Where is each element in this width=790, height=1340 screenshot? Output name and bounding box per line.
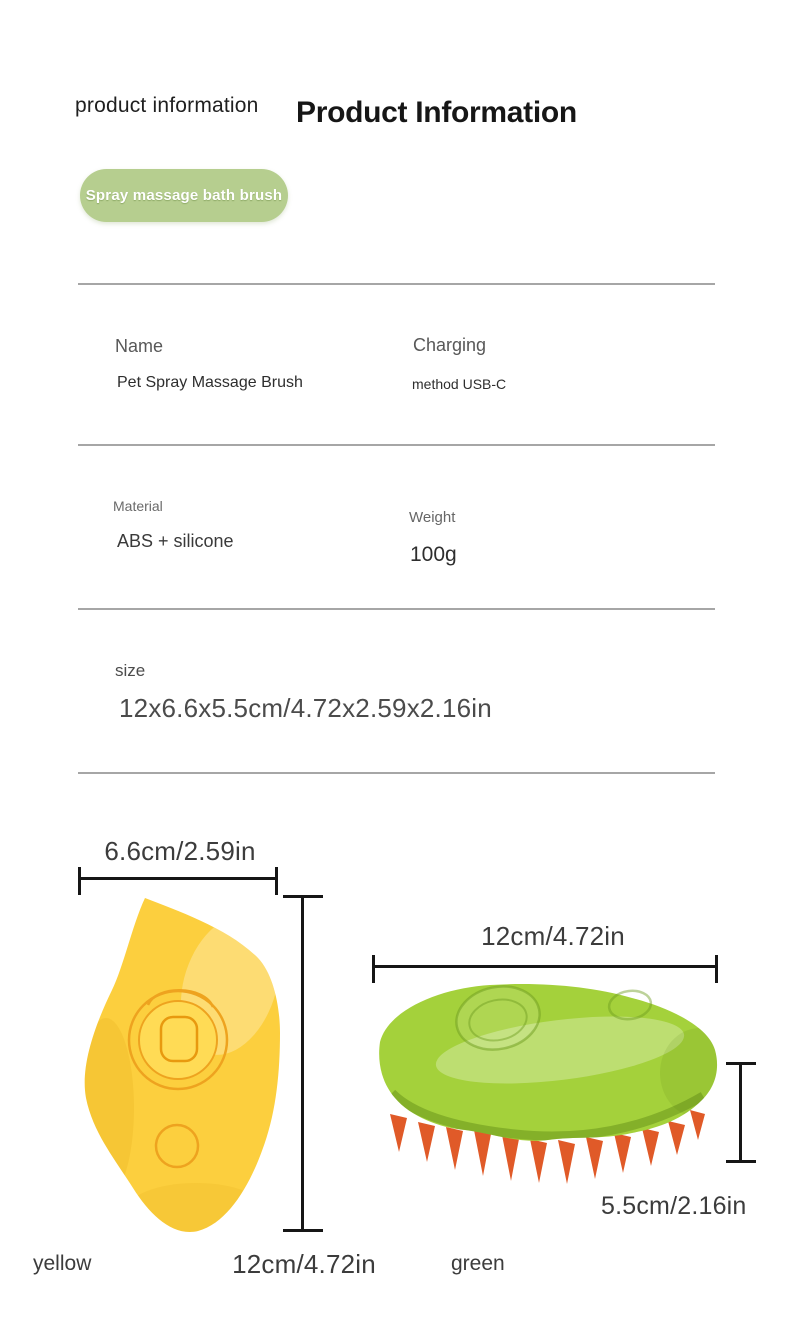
spec-name-label: Name	[115, 336, 164, 356]
spec-size-label: size	[115, 661, 146, 680]
dimension-tick	[283, 895, 323, 898]
green-width-dimension-line	[372, 965, 718, 968]
dimension-tick	[78, 867, 81, 895]
spec-size-value: 12x6.6x5.5cm/4.72x2.59x2.16in	[119, 693, 492, 723]
spec-material-value: ABS + silicone	[117, 531, 234, 551]
spec-weight-value: 100g	[410, 543, 457, 566]
spec-weight-label: Weight	[409, 509, 456, 526]
dimension-tick	[726, 1160, 756, 1163]
divider-1	[78, 283, 715, 285]
yellow-width-label: 6.6cm/2.59in	[104, 836, 256, 866]
divider-2	[78, 444, 715, 446]
yellow-height-dimension-line	[301, 895, 304, 1232]
green-height-dimension-line	[739, 1062, 742, 1163]
page-title: Product Information	[296, 96, 577, 129]
product-badge-label: Spray massage bath brush	[85, 187, 283, 204]
dimension-tick	[283, 1229, 323, 1232]
yellow-brush-image	[78, 893, 284, 1238]
spec-charging-label: Charging	[413, 335, 487, 355]
yellow-width-dimension-line	[78, 877, 278, 880]
spec-name-value: Pet Spray Massage Brush	[117, 374, 303, 391]
spec-charging-value: method USB-C	[412, 376, 507, 392]
product-badge	[80, 169, 288, 222]
yellow-height-label: 12cm/4.72in	[232, 1249, 376, 1279]
green-height-label: 5.5cm/2.16in	[601, 1192, 747, 1220]
divider-3	[78, 608, 715, 610]
yellow-color-label: yellow	[33, 1252, 92, 1275]
green-color-label: green	[451, 1252, 505, 1275]
divider-4	[78, 772, 715, 774]
green-width-label: 12cm/4.72in	[481, 921, 625, 951]
dimension-tick	[726, 1062, 756, 1065]
page-subtitle: product information	[75, 94, 259, 117]
spec-material-label: Material	[113, 498, 163, 514]
green-brush-image	[370, 978, 724, 1188]
spray-button	[139, 1001, 217, 1079]
dimension-tick	[275, 867, 278, 895]
